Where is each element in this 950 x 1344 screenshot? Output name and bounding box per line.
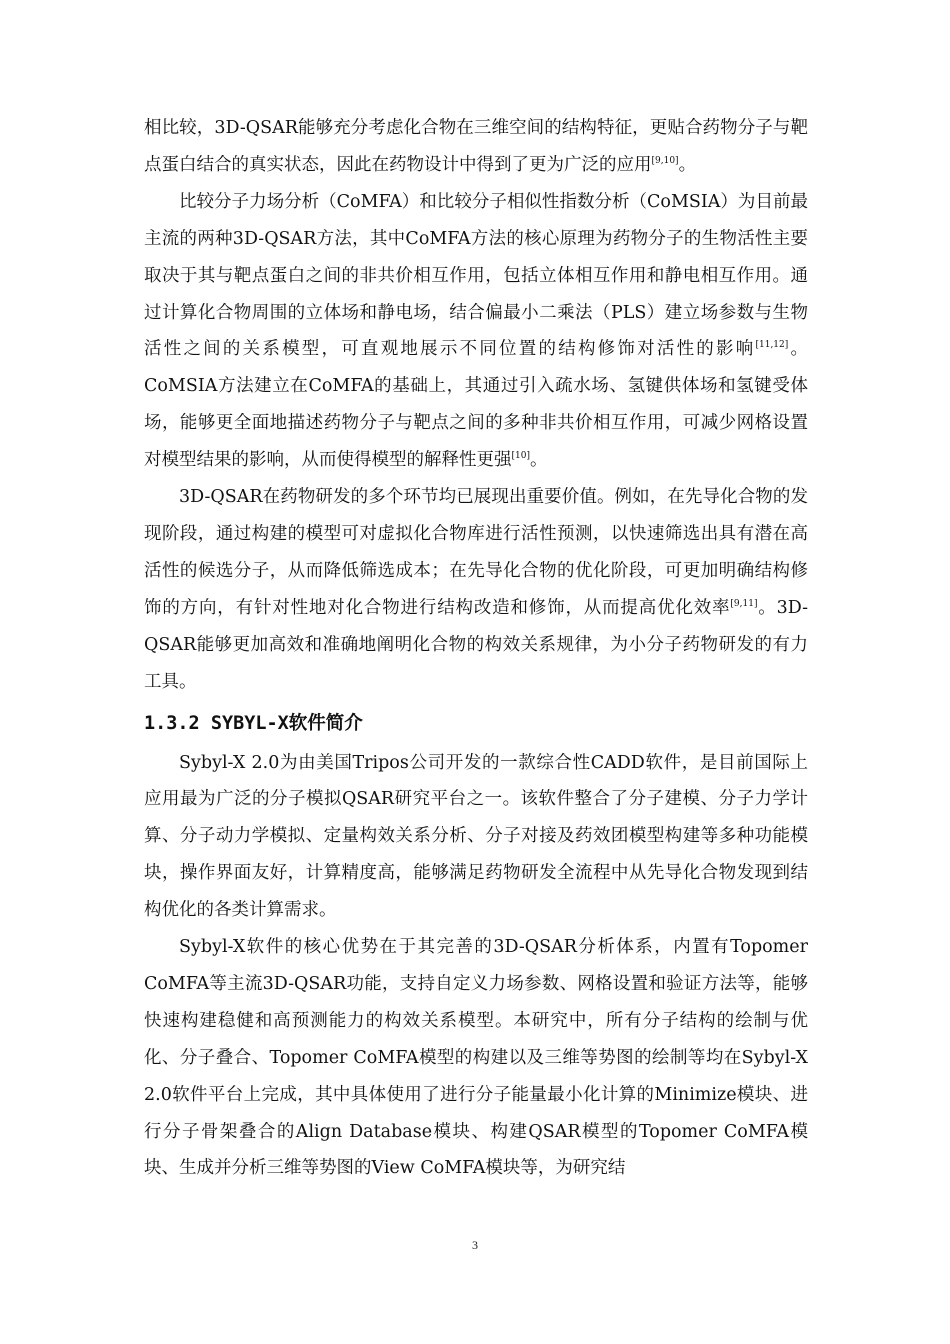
paragraph-text: 3D-QSAR在药物研发的多个环节均已展现出重要价值。例如，在先导化合物的发现阶段，通过构建的模型可对虚拟化合物库进行活性预测，以快速筛选出具有潜在高活性的候选分子，从而降低筛选成本；在先导化合物的优化阶段，可更加明确结构修饰的方向，有针对性地对化合物进行结构改造和修饰，从而提高优化效率 (144, 487, 808, 618)
citation: [11,12] (755, 340, 789, 351)
citation: [9,11] (730, 598, 758, 609)
section-heading: 1.3.2 SYBYL-X软件简介 (144, 712, 363, 734)
paragraph-tail: 。3D-QSAR能够更加高效和准确地阐明化合物的构效关系规律，为小分子药物研发的有力工具。 (144, 597, 809, 692)
body-text (144, 110, 808, 1187)
paragraph-tail: 。 (678, 154, 697, 175)
paragraph-comfa-comsia (144, 184, 808, 479)
paragraph-continuation (144, 110, 808, 184)
paragraph-text: 相比较，3D-QSAR能够充分考虑化合物在三维空间的结构特征，更贴合药物分子与靶点蛋白结合的真实状态，因此在药物设计中得到了更为广泛的应用 (144, 118, 808, 175)
citation: [9,10] (651, 155, 679, 166)
paragraph-tail: 。 (529, 450, 548, 471)
paragraph-text: 比较分子力场分析（CoMFA）和比较分子相似性指数分析（CoMSIA）为目前最主流的两种3D-QSAR方法，其中CoMFA方法的核心原理为药物分子的生物活性主要取决于其与靶点蛋白之间的非共价相互作用，包括立体相互作用和静电相互作用。通过计算化合物周围的立体场和静电场，结合偏最小二乘法（PLS）建立场参数与生物活性之间的关系模型，可直观地展示不同位置的结构修饰对活性的影响 (144, 191, 808, 360)
paragraph-sybyl-intro: Sybyl-X 2.0为由美国Tripos公司开发的一款综合性CADD软件，是目前国际上应用最为广泛的分子模拟QSAR研究平台之一。该软件整合了分子建模、分子力学计算、分子动力学模拟、定量构效关系分析、分子对接及药效团模型构建等多种功能模块，操作界面友好，计算精度高，能够满足药物研发全流程中从先导化合物发现到结构优化的各类计算需求。 (144, 752, 808, 921)
page-number: 3 (472, 1238, 478, 1252)
paragraph-sybyl-advantage: Sybyl-X软件的核心优势在于其完善的3D-QSAR分析体系，内置有Topomer CoMFA等主流3D-QSAR功能，支持自定义力场参数、网格设置和验证方法等，能够快速构建稳健和高预测能力的构效关系模型。本研究中，所有分子结构的绘制与优化、分子叠合、Topomer CoMFA模型的构建以及三维等势图的绘制等均在Sybyl-X 2.0软件平台上完成，其中具体使用了进行分子能量最小化计算的Minimize模块、进行分子骨架叠合的Align Database模块、构建QSAR模型的Topomer CoMFA模块、生成并分析三维等势图的View CoMFA模块等，为研究结 (144, 937, 808, 1179)
paragraph-3dqsar-value (144, 479, 808, 700)
paragraph-text-continued: 。CoMSIA方法建立在CoMFA的基础上，其通过引入疏水场、氢键供体场和氢键受体场，能够更全面地描述药物分子与靶点之间的多种非共价相互作用，可减少网格设置对模型结果的影响，从而使得模型的解释性更强 (144, 339, 809, 471)
citation: [10] (511, 451, 530, 462)
